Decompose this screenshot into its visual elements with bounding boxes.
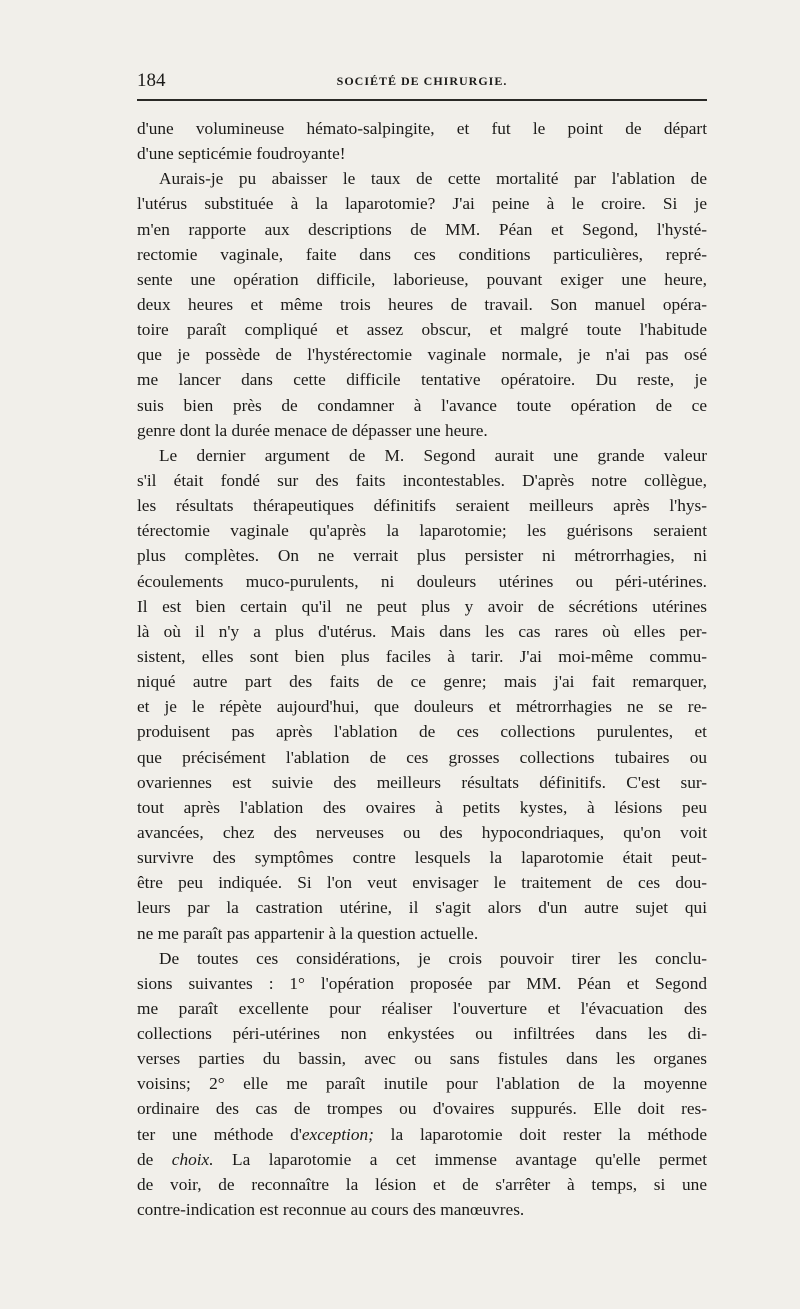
text-line: deux heures et même trois heures de travail. Son manuel opéra- (137, 294, 707, 314)
text-segment: la laparotomie doit rester la méthode (373, 1124, 707, 1144)
header-rule (137, 99, 707, 101)
text-line: verses parties du bassin, avec ou sans fistules dans les organes (137, 1049, 707, 1069)
text-line: contre-indication est reconnue au cours des manœuvres. (137, 1200, 525, 1220)
text-line: écoulements muco-purulents, ni douleurs utérines ou péri-utérines. (137, 571, 707, 591)
text-line: et je le répète aujourd'hui, que douleurs et métrorrhagies ne se re- (137, 697, 707, 717)
text-line: là où il n'y a plus d'utérus. Mais dans les cas rares où elles per- (137, 621, 707, 641)
text-line: me lancer dans cette difficile tentative opératoire. Du reste, je (137, 370, 707, 390)
text-line: avancées, chez des nerveuses ou des hypocondriaques, qu'on voit (137, 822, 707, 842)
text-line: suis bien près de condamner à l'avance toute opération de ce (137, 395, 707, 415)
text-line: me paraît excellente pour réaliser l'ouverture et l'évacuation des (137, 998, 707, 1018)
text-line: s'il était fondé sur des faits incontestables. D'après notre collègue, (137, 470, 707, 490)
text-segment: La laparotomie a cet immense avantage qu'elle permet (213, 1149, 708, 1169)
text-line: sions suivantes : 1° l'opération proposée par MM. Péan et Segond (137, 973, 707, 993)
text-line: m'en rapporte aux descriptions de MM. Péan et Segond, l'hysté- (137, 219, 707, 239)
text-line: collections péri-utérines non enkystées ou infiltrées dans les di- (137, 1024, 707, 1044)
body-text (137, 116, 707, 1222)
page-number: 184 (137, 70, 166, 91)
text-line (137, 1147, 707, 1172)
text-line: sistent, elles sont bien plus faciles à tarir. J'ai moi-même commu- (137, 646, 707, 666)
text-line: l'utérus substituée à la laparotomie? J'ai peine à le croire. Si je (137, 194, 707, 214)
text-line: être peu indiquée. Si l'on veut envisager le traitement de ces dou- (137, 873, 707, 893)
text-line: d'une volumineuse hémato-salpingite, et fut le point de départ (137, 119, 707, 138)
text-line: térectomie vaginale qu'après la laparotomie; les guérisons seraient (137, 521, 707, 541)
text-line: que précisément l'ablation de ces grosses collections tubaires ou (137, 747, 707, 767)
text-line: voisins; 2° elle me paraît inutile pour l'ablation de la moyenne (137, 1074, 707, 1094)
text-line: sente une opération difficile, laborieuse, pouvant exiger une heure, (137, 269, 707, 289)
text-line (137, 1122, 707, 1147)
text-line: tout après l'ablation des ovaires à petits kystes, à lésions peu (137, 797, 707, 817)
text-line: De toutes ces considérations, je crois pouvoir tirer les conclu- (159, 948, 707, 968)
text-line: ordinaire des cas de trompes ou d'ovaires suppurés. Elle doit res- (137, 1099, 707, 1119)
italic-word: choix. (171, 1149, 214, 1169)
text-line: de voir, de reconnaître la lésion et de s'arrêter à temps, si une (137, 1174, 707, 1194)
text-line: ne me paraît pas appartenir à la question actuelle. (137, 923, 479, 943)
text-line: Il est bien certain qu'il ne peut plus y avoir de sécrétions utérines (137, 596, 707, 616)
text-line: leurs par la castration utérine, il s'agit alors d'un autre sujet qui (137, 898, 707, 918)
text-line: survivre des symptômes contre lesquels la laparotomie était peut- (137, 848, 707, 868)
text-line: rectomie vaginale, faite dans ces conditions particulières, repré- (137, 244, 707, 264)
text-line: niqué autre part des faits de ce genre; mais j'ai fait remarquer, (137, 672, 707, 692)
text-line: produisent pas après l'ablation de ces collections purulentes, et (137, 722, 707, 742)
text-line: que je possède de l'hystérectomie vaginale normale, je n'ai pas osé (137, 345, 707, 365)
italic-word: exception; (301, 1124, 374, 1144)
text-line: ovariennes est suivie des meilleurs résultats définitifs. C'est sur- (137, 772, 707, 792)
page-header (137, 70, 707, 100)
text-line: Le dernier argument de M. Segond aurait une grande valeur (159, 445, 707, 465)
text-line: Aurais-je pu abaisser le taux de cette mortalité par l'ablation de (159, 169, 707, 189)
text-line: les résultats thérapeutiques définitifs seraient meilleurs après l'hys- (137, 496, 707, 516)
text-line: plus complètes. On ne verrait plus persister ni métrorrhagies, ni (137, 546, 707, 566)
text-line: genre dont la durée menace de dépasser une heure. (137, 420, 488, 440)
text-line: d'une septicémie foudroyante! (137, 144, 346, 164)
text-line: toire paraît compliqué et assez obscur, et malgré toute l'habitude (137, 320, 707, 340)
text-segment: de (137, 1149, 172, 1169)
running-title: SOCIÉTÉ DE CHIRURGIE. (336, 74, 508, 88)
text-segment: ter une méthode d' (137, 1124, 302, 1144)
